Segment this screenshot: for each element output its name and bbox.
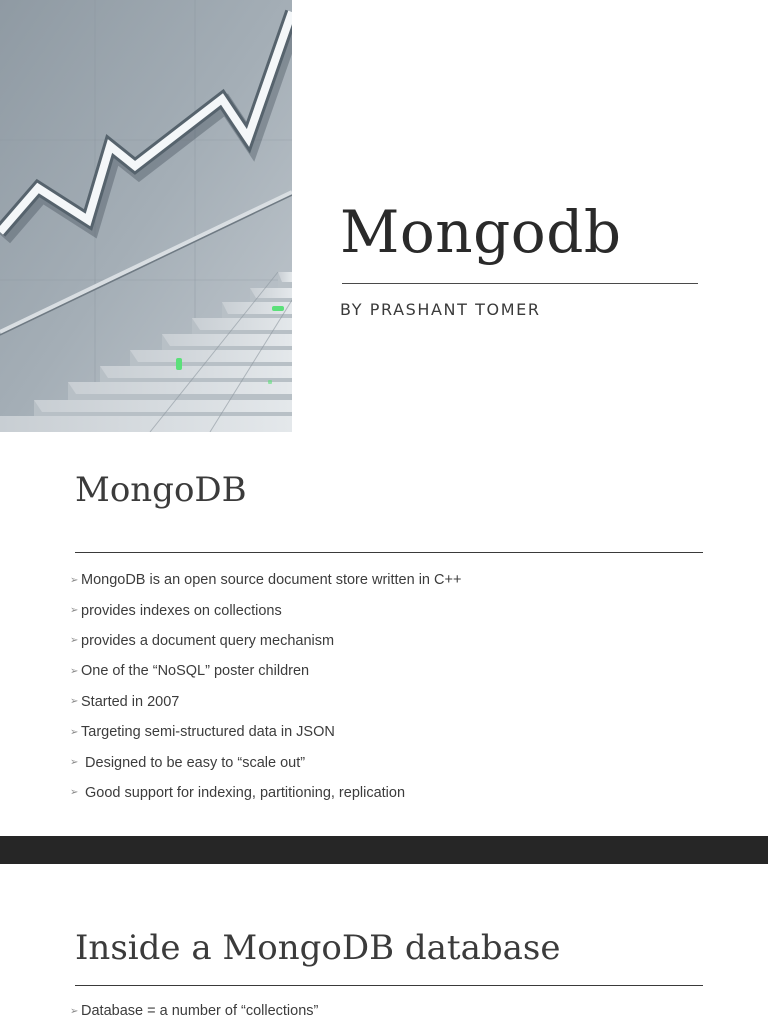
arrow-bullet-icon: ➢: [70, 605, 79, 617]
bullet-text: MongoDB is an open source document store written in C++: [81, 572, 462, 589]
list-item: [70, 656, 461, 686]
list-item: [70, 996, 318, 1024]
title-divider: [75, 985, 703, 986]
slide-title: MongoDB: [75, 470, 247, 510]
stair-light-icon: [272, 306, 284, 311]
title-slide: [0, 0, 768, 432]
stairs-growth-image: [0, 0, 292, 432]
list-item: [70, 626, 461, 656]
list-item: [70, 747, 461, 777]
stair-light-icon: [176, 358, 182, 370]
arrow-bullet-icon: ➢: [70, 635, 79, 647]
arrow-bullet-icon: ➢: [70, 787, 79, 799]
deck-title: Mongodb: [340, 198, 622, 266]
list-item: [70, 717, 461, 747]
list-item: [70, 687, 461, 717]
bullet-list: [70, 565, 461, 808]
bullet-text: Good support for indexing, partitioning, replication: [81, 784, 406, 801]
list-item: [70, 595, 461, 625]
stair-light-icon: [268, 380, 272, 384]
arrow-bullet-icon: ➢: [70, 696, 79, 708]
bullet-text: Started in 2007: [81, 693, 180, 710]
stairs-growth-photo: [0, 0, 292, 432]
arrow-bullet-icon: ➢: [70, 726, 79, 738]
bullet-text: provides indexes on collections: [81, 602, 282, 619]
arrow-bullet-icon: ➢: [70, 1005, 79, 1017]
title-divider: [75, 552, 703, 553]
arrow-bullet-icon: ➢: [70, 757, 79, 769]
bullet-text: Targeting semi-structured data in JSON: [81, 724, 335, 741]
author-byline: BY PRASHANT TOMER: [340, 300, 541, 319]
bullet-list: [70, 996, 318, 1024]
slide-separator-band: [0, 836, 768, 864]
bullet-text: One of the “NoSQL” poster children: [81, 663, 310, 680]
arrow-bullet-icon: ➢: [70, 665, 79, 677]
mongodb-overview-slide: [0, 432, 768, 836]
arrow-bullet-icon: ➢: [70, 574, 79, 586]
bullet-text: provides a document query mechanism: [81, 632, 335, 649]
list-item: [70, 778, 461, 808]
title-divider: [342, 283, 698, 284]
inside-mongodb-slide: [0, 864, 768, 1024]
bullet-text: Designed to be easy to “scale out”: [81, 754, 306, 771]
slide-title: Inside a MongoDB database: [75, 928, 561, 968]
list-item: [70, 565, 461, 595]
bullet-text: Database = a number of “collections”: [81, 1003, 319, 1019]
